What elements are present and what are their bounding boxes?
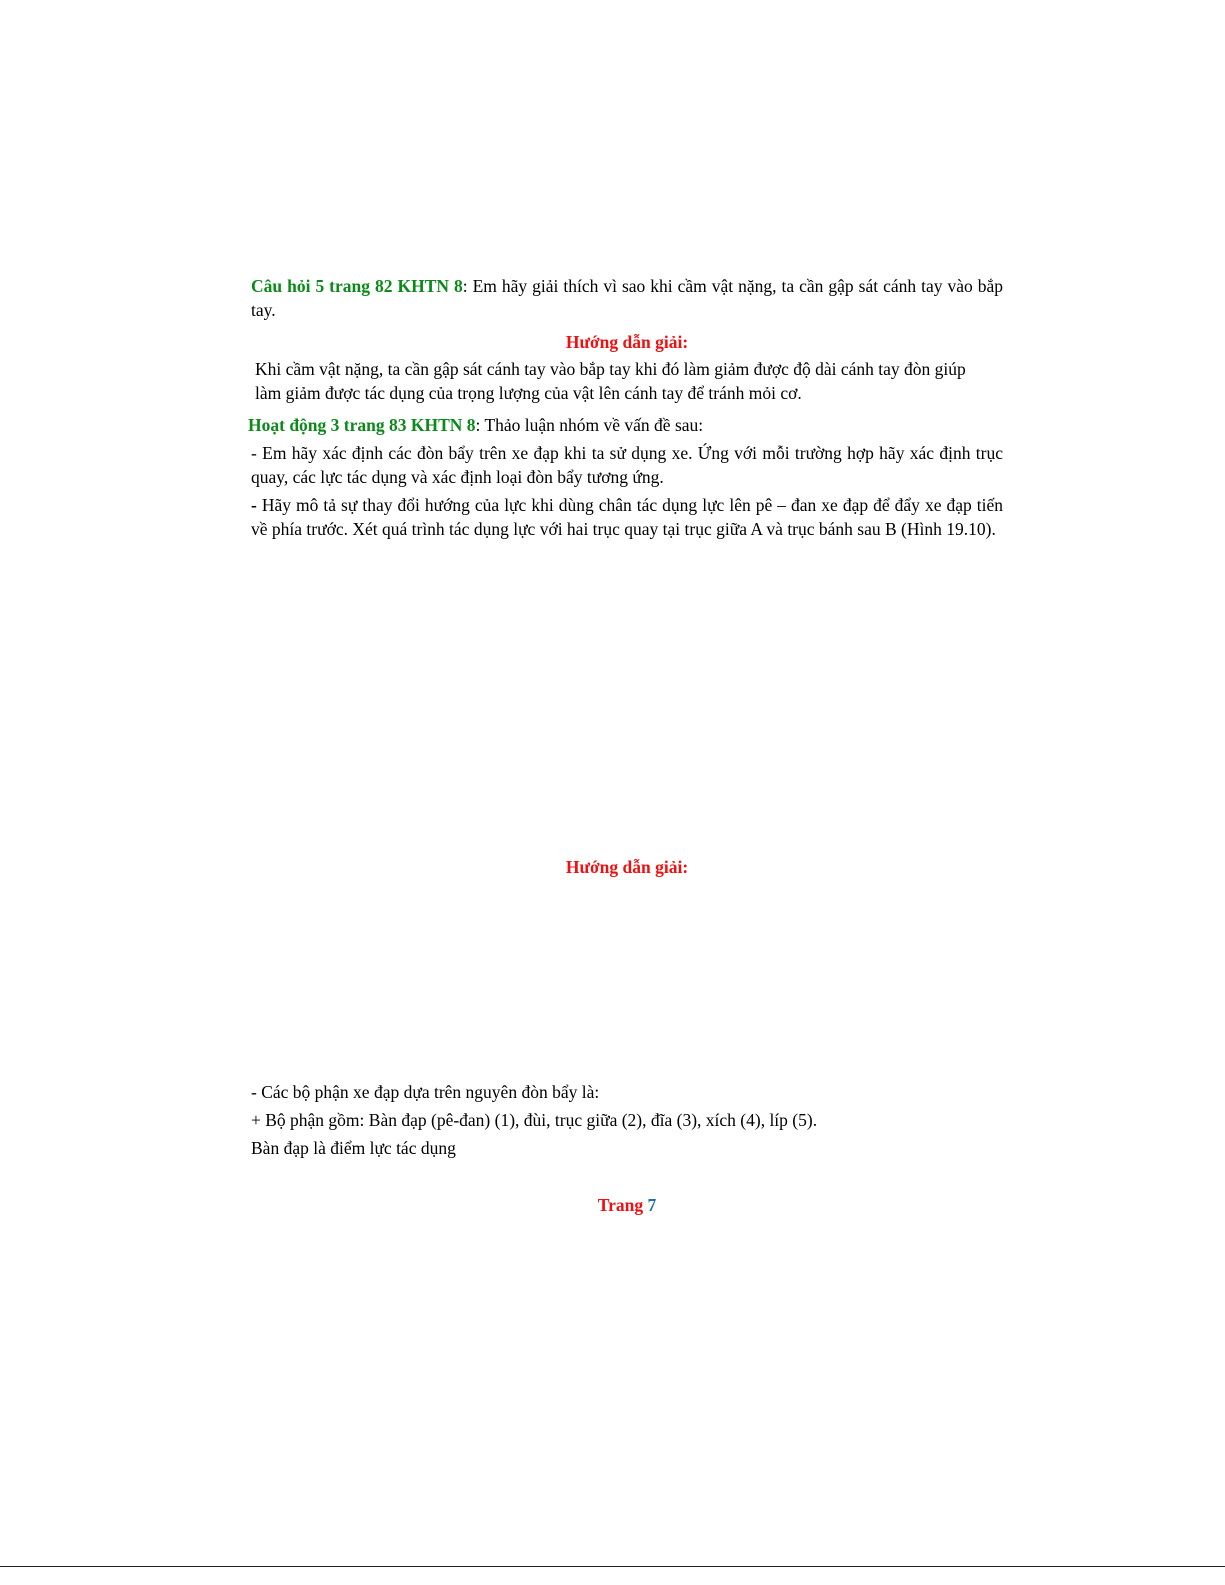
activity-3-label: Hoạt động 3 trang 83 KHTN 8: [248, 415, 476, 435]
question-5-text: : Em hãy giải thích vì sao khi cầm vật nặng, ta cần gập sát cánh tay vào bắp tay.: [251, 276, 1003, 320]
page-footer-word: Trang: [597, 1195, 644, 1215]
guide-heading-1: Hướng dẫn giải:: [565, 332, 689, 352]
answer-2: [251, 1080, 1003, 1164]
question-5: [251, 274, 1003, 322]
activity-3-item-1: - Em hãy xác định các đòn bẩy trên xe đạp khi ta sử dụng xe. Ứng với mỗi trường hợp hãy xác định trục quay, các lực tác dụng và xác định loại đòn bẩy tương ứng.: [251, 443, 1003, 487]
answer-1: [255, 357, 1015, 405]
page-bottom-border: [0, 1566, 1225, 1567]
activity-3-item-2-text: Hãy mô tả sự thay đổi hướng của lực khi dùng chân tác dụng lực lên pê – đan xe đạp để đẩy xe đạp tiến về phía trước. Xét quá trình tác dụng lực với hai trục quay tại trục giữa A và trục bánh sau B (Hình 19.10).: [251, 495, 1004, 539]
answer-1-line-2: làm giảm được tác dụng của trọng lượng của vật lên cánh tay để tránh mỏi cơ.: [255, 383, 802, 403]
guide-heading-2: Hướng dẫn giải:: [565, 857, 689, 877]
answer-2-line-1: - Các bộ phận xe đạp dựa trên nguyên đòn bẩy là:: [251, 1082, 600, 1102]
page-number: 7: [647, 1195, 657, 1215]
answer-2-line-2: + Bộ phận gồm: Bàn đạp (pê-đan) (1), đùi, trục giữa (2), đĩa (3), xích (4), líp (5).: [251, 1110, 818, 1130]
answer-1-line-1: Khi cầm vật nặng, ta cần gập sát cánh tay vào bắp tay khi đó làm giảm được độ dài cánh tay đòn giúp: [255, 359, 966, 379]
activity-3-item-2: [251, 493, 1003, 541]
activity-3: [248, 413, 1000, 437]
activity-3-item-2-dash: -: [251, 495, 262, 515]
page-footer: [251, 1193, 1003, 1217]
activity-3-text: : Thảo luận nhóm về vấn đề sau:: [475, 415, 704, 435]
question-5-label: Câu hỏi 5 trang 82 KHTN 8: [251, 276, 463, 296]
answer-2-line-3: Bàn đạp là điểm lực tác dụng: [251, 1138, 456, 1158]
